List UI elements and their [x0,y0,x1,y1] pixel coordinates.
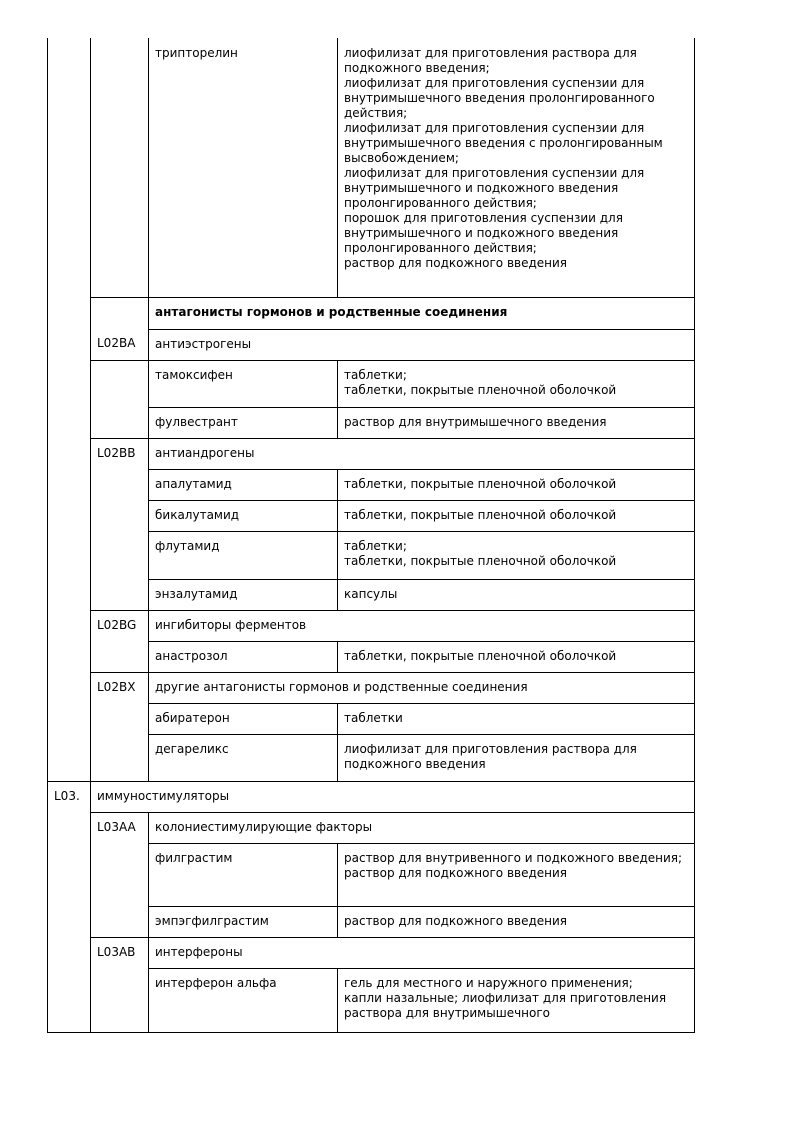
code-cell: L03AB [91,937,149,968]
section-cell [48,672,91,703]
code-cell [91,531,149,579]
section-cell [48,843,91,906]
table-row [48,360,695,407]
dosage-forms: лиофилизат для приготовления раствора для подкожного введения; лиофилизат для приготовления суспензии для внутримышечного введения пролонгированного действия; лиофилизат для приготовления суспензии для внутримышечного введения с пролонгированным высвобождением; лиофилизат для приготовления суспензии для внутримышечного и подкожного введения пролонгированного действия; порошок для приготовления суспензии для внутримышечного и подкожного введения пролонгированного действия; раствор для подкожного введения [338,38,695,297]
dosage-forms: раствор для внутримышечного введения [338,407,695,438]
table-row [48,937,695,968]
section-cell [48,812,91,843]
dosage-forms: таблетки, покрытые пленочной оболочкой [338,469,695,500]
code-cell: L03AA [91,812,149,843]
code-cell: L02BB [91,438,149,469]
section-cell [48,579,91,610]
section-cell [48,407,91,438]
section-cell [48,641,91,672]
drug-name: абиратерон [149,703,338,734]
table-row [48,610,695,641]
group-title: ингибиторы ферментов [149,610,695,641]
drug-name: анастрозол [149,641,338,672]
section-cell [48,500,91,531]
code-cell: L02BX [91,672,149,703]
section-cell [48,906,91,937]
table-row [48,297,695,329]
code-cell [91,968,149,1032]
table-row [48,38,695,297]
section-cell [48,297,91,329]
section-code: L03. [48,781,91,812]
table-row [48,407,695,438]
code-cell [91,407,149,438]
dosage-forms: таблетки; таблетки, покрытые пленочной оболочкой [338,531,695,579]
table-row [48,703,695,734]
table-row [48,672,695,703]
code-cell [91,38,149,297]
code-cell [91,469,149,500]
code-cell: L02BA [91,329,149,360]
code-cell [91,703,149,734]
section-cell [48,438,91,469]
drug-name: фулвестрант [149,407,338,438]
section-cell [48,469,91,500]
table-row [48,843,695,906]
drug-name: трипторелин [149,38,338,297]
code-cell [91,641,149,672]
group-title: антиандрогены [149,438,695,469]
group-title: интерфероны [149,937,695,968]
code-cell [91,360,149,407]
drug-name: интерферон альфа [149,968,338,1032]
table-row [48,781,695,812]
table-row [48,968,695,1032]
section-cell [48,734,91,781]
dosage-forms: таблетки, покрытые пленочной оболочкой [338,641,695,672]
drug-name: бикалутамид [149,500,338,531]
drug-name: дегареликс [149,734,338,781]
table-row [48,906,695,937]
section-cell [48,968,91,1032]
section-cell [48,329,91,360]
group-title: колониестимулирующие факторы [149,812,695,843]
group-title: антиэстрогены [149,329,695,360]
code-cell [91,906,149,937]
medicines-table [47,38,695,1033]
code-cell [91,297,149,329]
table-row [48,641,695,672]
drug-name: тамоксифен [149,360,338,407]
table-row [48,438,695,469]
section-cell [48,703,91,734]
code-cell [91,500,149,531]
group-title: другие антагонисты гормонов и родственные соединения [149,672,695,703]
section-cell [48,360,91,407]
dosage-forms: капсулы [338,579,695,610]
table-row [48,469,695,500]
section-cell [48,610,91,641]
code-cell [91,843,149,906]
section-cell [48,937,91,968]
section-title: иммуностимуляторы [91,781,695,812]
table-row [48,531,695,579]
code-cell: L02BG [91,610,149,641]
section-cell [48,531,91,579]
group-title: антагонисты гормонов и родственные соединения [149,297,695,329]
section-cell [48,38,91,297]
table-row [48,329,695,360]
table-row [48,812,695,843]
drug-name: эмпэгфилграстим [149,906,338,937]
drug-name: филграстим [149,843,338,906]
table-row [48,734,695,781]
dosage-forms: лиофилизат для приготовления раствора для подкожного введения [338,734,695,781]
code-cell [91,734,149,781]
dosage-forms: таблетки, покрытые пленочной оболочкой [338,500,695,531]
table-row [48,579,695,610]
dosage-forms: раствор для подкожного введения [338,906,695,937]
drug-name: апалутамид [149,469,338,500]
drug-name: энзалутамид [149,579,338,610]
dosage-forms: таблетки; таблетки, покрытые пленочной оболочкой [338,360,695,407]
drug-name: флутамид [149,531,338,579]
dosage-forms: таблетки [338,703,695,734]
dosage-forms: гель для местного и наружного применения; капли назальные; лиофилизат для приготовления раствора для внутримышечного [338,968,695,1032]
code-cell [91,579,149,610]
table-row [48,500,695,531]
dosage-forms: раствор для внутривенного и подкожного введения; раствор для подкожного введения [338,843,695,906]
